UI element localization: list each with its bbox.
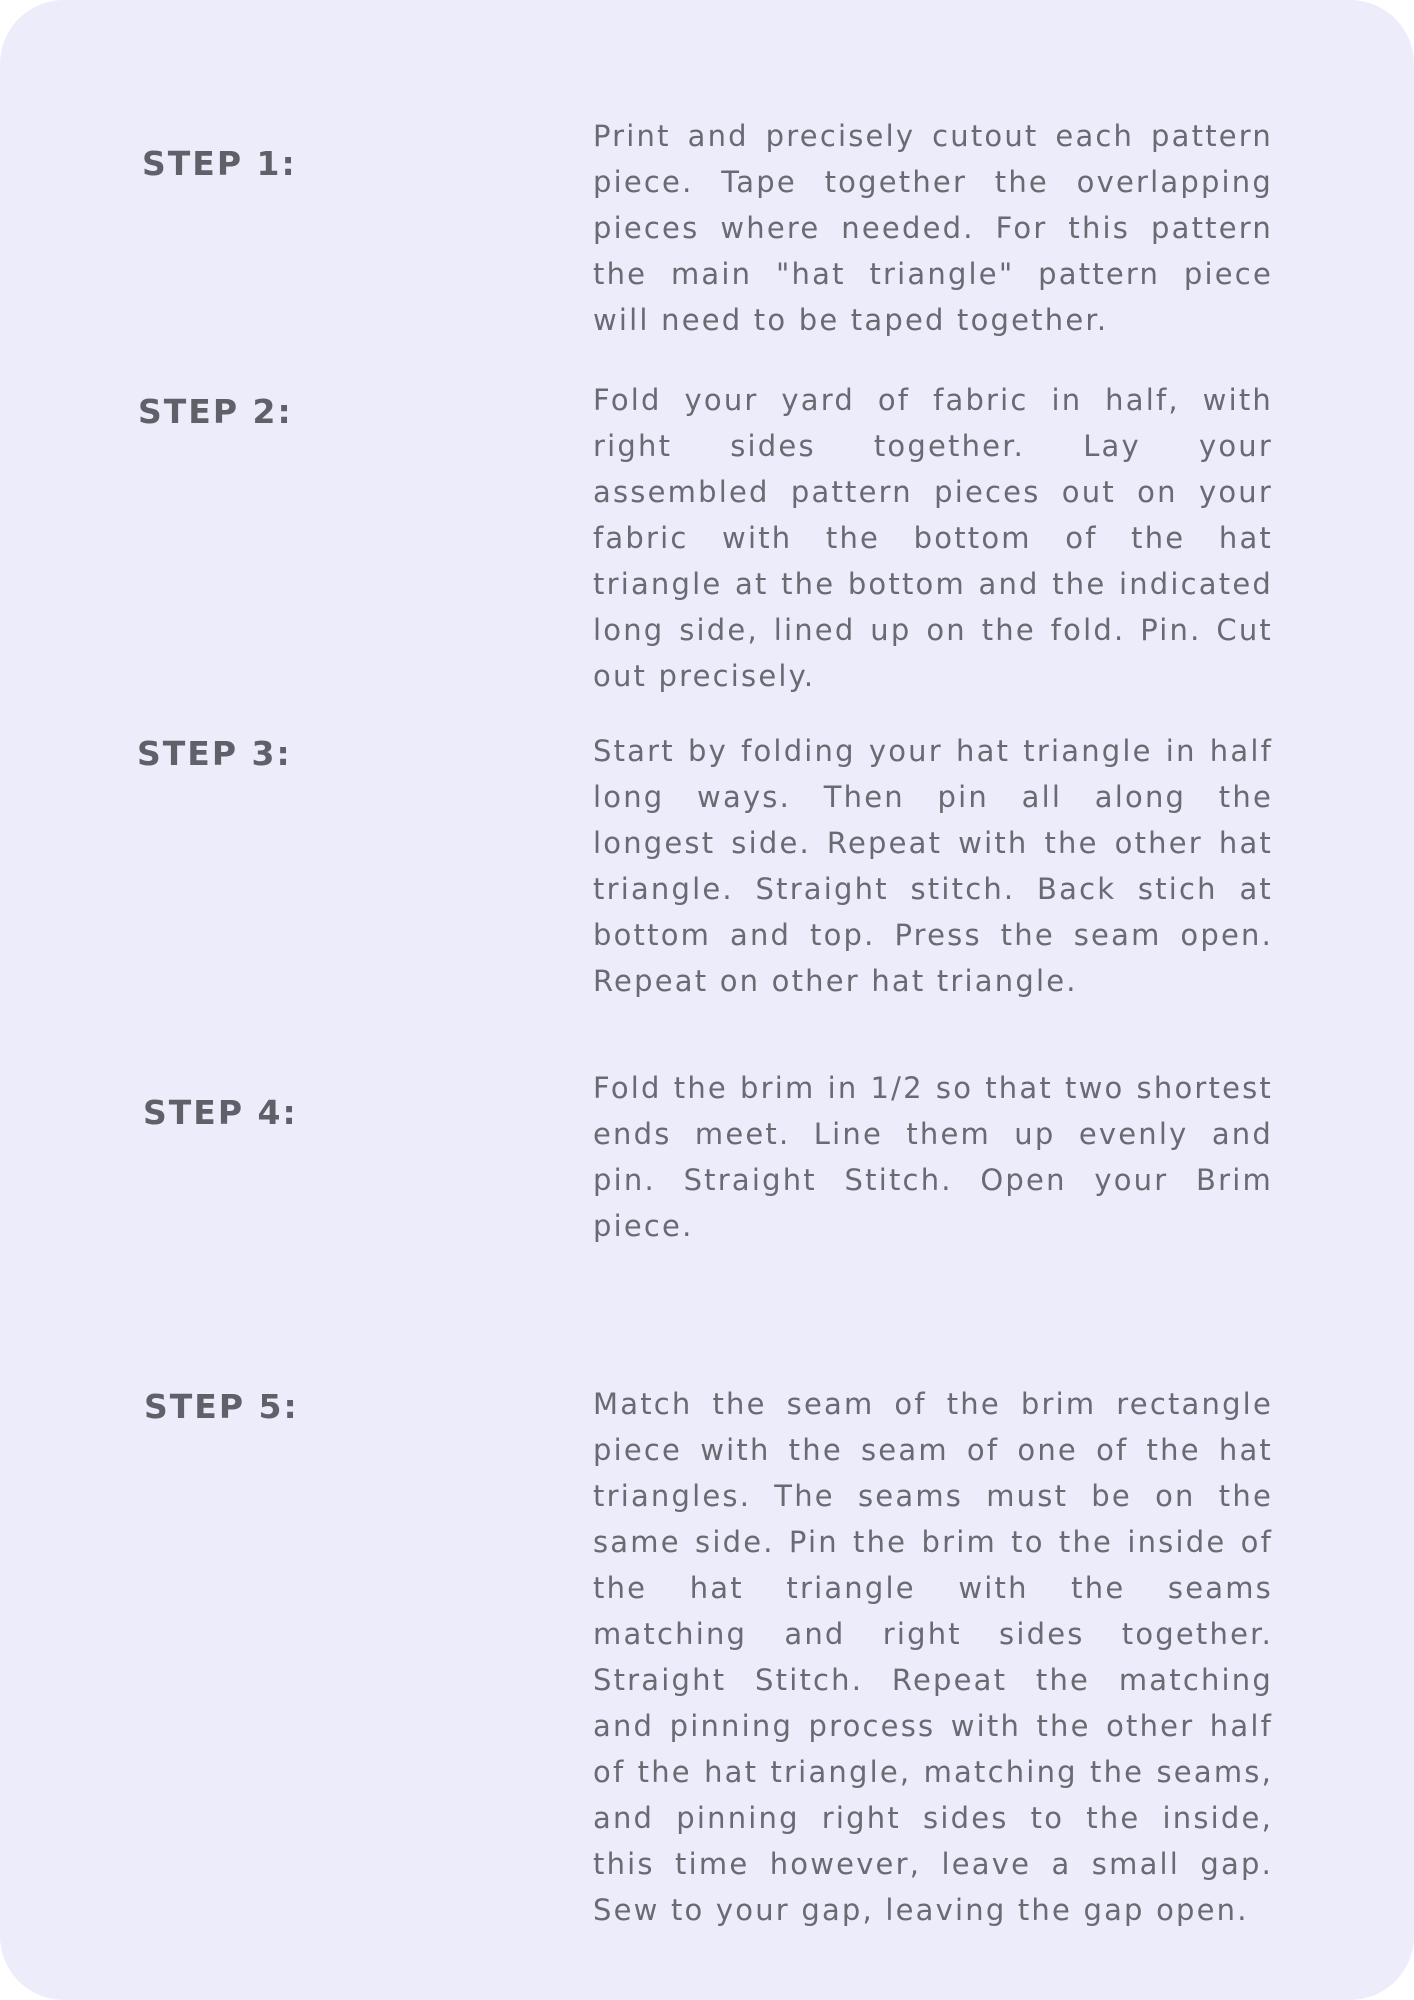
step-2-text: Fold your yard of fabric in half, with right sides together. Lay your assembled pattern pieces out on your fabric with the bottom of the hat triangle at the bottom and the indicated long side, lined up on the fold. Pin. Cut out precisely. [593,383,1273,693]
step-4-text: Fold the brim in 1/2 so that two shortest ends meet. Line them up evenly and pin. Straight Stitch. Open your Brim piece. [593,1071,1273,1243]
step-1-label: STEP 1: [142,144,297,183]
step-3-label: STEP 3: [137,734,292,773]
step-1-text: Print and precisely cutout each pattern piece. Tape together the overlapping pieces where needed. For this pattern the main "hat triangle" pattern piece will need to be taped together. [593,119,1273,337]
step-2-label: STEP 2: [138,392,293,431]
step-5-text: Match the seam of the brim rectangle piece with the seam of one of the hat triangles. The seams must be on the same side. Pin the brim to the inside of the hat triangle with the seams matching and right sides together. Straight Stitch. Repeat the matching and pinning process with the other half of the hat triangle, matching the seams, and pinning right sides to the inside, this time however, leave a small gap. Sew to your gap, leaving the gap open. [593,1387,1273,1927]
step-4-label: STEP 4: [143,1093,298,1132]
step-3-text: Start by folding your hat triangle in half long ways. Then pin all along the longest side. Repeat with the other hat triangle. Straight stitch. Back stich at bottom and top. Press the seam open. Repeat on other hat triangle. [593,734,1273,998]
step-5-label: STEP 5: [144,1387,299,1426]
